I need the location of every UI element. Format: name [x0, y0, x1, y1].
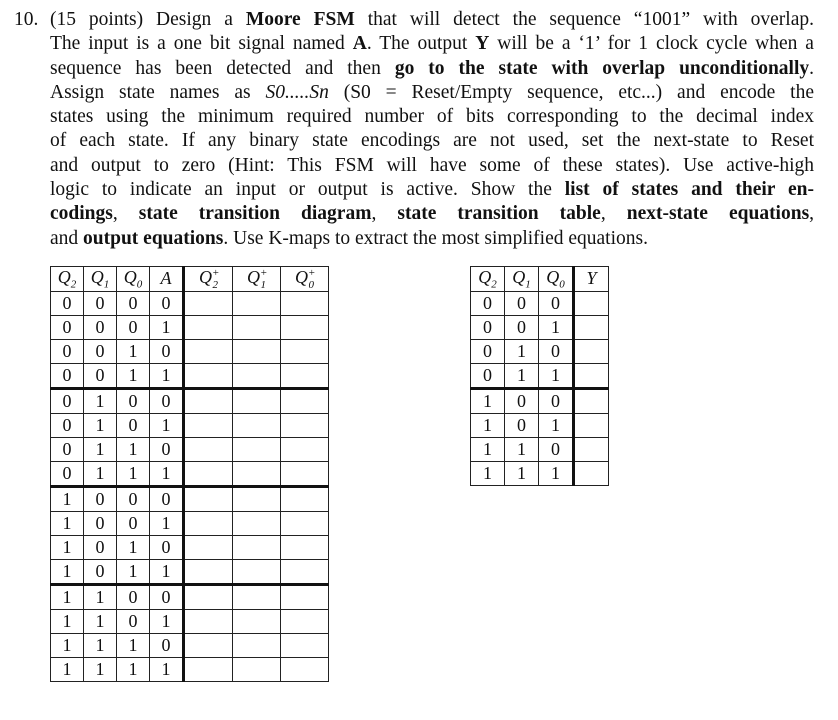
blank-answer-cell[interactable] — [574, 291, 609, 315]
blank-answer-cell[interactable] — [574, 461, 609, 485]
input-cell: 0 — [117, 413, 150, 437]
input-cell: 0 — [51, 437, 84, 461]
blank-answer-cell[interactable] — [281, 535, 329, 559]
blank-answer-cell[interactable] — [281, 388, 329, 413]
input-cell: 0 — [84, 535, 117, 559]
bold-term: Moore FSM — [245, 9, 355, 30]
problem-line: sequence has been detected and then go to the state with overlap unconditionally. — [50, 57, 814, 79]
input-cell: 1 — [539, 461, 574, 485]
blank-answer-cell[interactable] — [233, 657, 281, 681]
input-cell: 0 — [84, 486, 117, 511]
header-a: A — [150, 267, 184, 292]
input-cell: 0 — [471, 363, 505, 388]
input-cell: 1 — [539, 413, 574, 437]
header-q0-next: $Q^+_0$ — [281, 267, 329, 292]
input-cell: 0 — [117, 584, 150, 609]
input-cell: 1 — [51, 584, 84, 609]
table-row — [471, 388, 609, 413]
input-cell: 1 — [505, 339, 539, 363]
input-cell: 1 — [117, 339, 150, 363]
input-cell: 0 — [117, 511, 150, 535]
header-q2: $Q_2$ — [471, 267, 505, 292]
input-cell: 1 — [471, 413, 505, 437]
input-cell: 0 — [505, 413, 539, 437]
table-row — [51, 657, 329, 681]
input-cell: 0 — [539, 388, 574, 413]
header-y: Y — [574, 267, 609, 292]
header-q1: $Q_1$ — [505, 267, 539, 292]
blank-answer-cell[interactable] — [233, 584, 281, 609]
bold-term: output equations — [83, 227, 224, 249]
blank-answer-cell[interactable] — [184, 559, 233, 584]
blank-answer-cell[interactable] — [233, 559, 281, 584]
input-cell: 1 — [150, 413, 184, 437]
blank-answer-cell[interactable] — [233, 437, 281, 461]
input-cell: 0 — [84, 363, 117, 388]
bold-term: state transition diagram — [138, 203, 372, 225]
table-row — [51, 291, 329, 315]
input-cell: 1 — [84, 584, 117, 609]
problem-line: and output to zero (Hint: This FSM will have some of these states). Use active-high — [50, 154, 814, 176]
input-cell: 0 — [84, 559, 117, 584]
blank-answer-cell[interactable] — [184, 363, 233, 388]
input-cell: 1 — [84, 609, 117, 633]
table-row — [51, 609, 329, 633]
input-cell: 0 — [84, 315, 117, 339]
input-cell: 1 — [51, 633, 84, 657]
table-row — [471, 291, 609, 315]
input-cell: 1 — [51, 559, 84, 584]
problem-line: Assign state names as S0.....Sn (S0 = Reset/Empty sequence, etc...) and encode the — [50, 81, 814, 103]
input-cell: 0 — [150, 584, 184, 609]
problem-line: and output equations. Use K-maps to extract the most simplified equations. — [50, 227, 648, 249]
output-table — [470, 266, 609, 486]
bold-term: Y — [475, 33, 490, 55]
blank-answer-cell[interactable] — [233, 609, 281, 633]
input-cell: 0 — [51, 413, 84, 437]
input-cell: 0 — [51, 315, 84, 339]
table-row — [51, 413, 329, 437]
input-cell: 1 — [117, 633, 150, 657]
blank-answer-cell[interactable] — [184, 388, 233, 413]
blank-answer-cell[interactable] — [574, 413, 609, 437]
input-cell: 0 — [539, 437, 574, 461]
table-row — [471, 437, 609, 461]
table-row — [471, 413, 609, 437]
blank-answer-cell[interactable] — [233, 633, 281, 657]
blank-answer-cell[interactable] — [233, 461, 281, 486]
bold-term: next-state equations — [626, 203, 810, 225]
blank-answer-cell[interactable] — [574, 363, 609, 388]
input-cell: 1 — [539, 363, 574, 388]
header-q2: $Q_2$ — [51, 267, 84, 292]
input-cell: 0 — [84, 511, 117, 535]
blank-answer-cell[interactable] — [281, 413, 329, 437]
input-cell: 0 — [539, 339, 574, 363]
input-cell: 1 — [539, 315, 574, 339]
input-cell: 1 — [150, 657, 184, 681]
input-cell: 1 — [117, 363, 150, 388]
input-cell: 0 — [51, 291, 84, 315]
next-state-table — [50, 266, 329, 682]
input-cell: 0 — [471, 339, 505, 363]
table-row — [51, 535, 329, 559]
blank-answer-cell[interactable] — [184, 657, 233, 681]
problem-statement — [14, 8, 814, 251]
input-cell: 0 — [117, 388, 150, 413]
problem-line: The input is a one bit signal named A. The output Y will be a ‘1’ for 1 clock cycle when a — [50, 33, 814, 55]
table-row — [51, 388, 329, 413]
input-cell: 1 — [150, 315, 184, 339]
input-cell: 0 — [150, 633, 184, 657]
italic-term: S0.....Sn — [265, 81, 329, 103]
header-q1-next: $Q^+_1$ — [233, 267, 281, 292]
blank-answer-cell[interactable] — [574, 339, 609, 363]
blank-answer-cell[interactable] — [281, 363, 329, 388]
input-cell: 1 — [84, 437, 117, 461]
blank-answer-cell[interactable] — [184, 291, 233, 315]
table-row — [51, 461, 329, 486]
blank-answer-cell[interactable] — [574, 388, 609, 413]
blank-answer-cell[interactable] — [233, 291, 281, 315]
blank-answer-cell[interactable] — [184, 339, 233, 363]
table-header-row — [471, 267, 609, 292]
input-cell: 0 — [117, 315, 150, 339]
blank-answer-cell[interactable] — [184, 413, 233, 437]
problem-line: states using the minimum required number of bits corresponding to the decimal index — [50, 106, 814, 128]
bold-term: state transition table — [397, 203, 601, 225]
input-cell: 1 — [84, 657, 117, 681]
input-cell: 1 — [117, 657, 150, 681]
input-cell: 1 — [84, 633, 117, 657]
input-cell: 0 — [471, 291, 505, 315]
input-cell: 0 — [539, 291, 574, 315]
blank-answer-cell[interactable] — [233, 535, 281, 559]
bold-term: A — [352, 33, 367, 55]
input-cell: 1 — [51, 609, 84, 633]
input-cell: 0 — [150, 339, 184, 363]
input-cell: 0 — [51, 461, 84, 486]
blank-answer-cell[interactable] — [281, 339, 329, 363]
input-cell: 0 — [117, 291, 150, 315]
table-row — [51, 315, 329, 339]
input-cell: 1 — [84, 388, 117, 413]
input-cell: 1 — [150, 461, 184, 486]
blank-answer-cell[interactable] — [281, 315, 329, 339]
bold-term: go to the state with overlap unconditionally — [394, 57, 810, 79]
input-cell: 1 — [84, 461, 117, 486]
blank-answer-cell[interactable] — [281, 291, 329, 315]
blank-answer-cell[interactable] — [233, 388, 281, 413]
table-row — [51, 559, 329, 584]
input-cell: 1 — [150, 559, 184, 584]
blank-answer-cell[interactable] — [281, 584, 329, 609]
input-cell: 1 — [51, 486, 84, 511]
blank-answer-cell[interactable] — [281, 559, 329, 584]
bold-term: codings — [50, 203, 113, 225]
header-q1: $Q_1$ — [84, 267, 117, 292]
input-cell: 1 — [471, 461, 505, 485]
blank-answer-cell[interactable] — [281, 437, 329, 461]
problem-line: of each state. If any binary state encodings are not used, set the next-state to Reset — [50, 130, 814, 152]
input-cell: 0 — [505, 291, 539, 315]
input-cell: 1 — [505, 437, 539, 461]
problem-line: codings, state transition diagram, state transition table, next-state equations, — [50, 203, 815, 225]
input-cell: 1 — [117, 535, 150, 559]
blank-answer-cell[interactable] — [574, 437, 609, 461]
blank-answer-cell[interactable] — [184, 486, 233, 511]
table-row — [51, 511, 329, 535]
input-cell: 0 — [505, 388, 539, 413]
blank-answer-cell[interactable] — [281, 511, 329, 535]
blank-answer-cell[interactable] — [233, 486, 281, 511]
input-cell: 0 — [51, 339, 84, 363]
input-cell: 0 — [150, 388, 184, 413]
table-row — [471, 339, 609, 363]
header-q0: $Q_0$ — [117, 267, 150, 292]
blank-answer-cell[interactable] — [233, 511, 281, 535]
bold-term: list of states and their en- — [564, 179, 814, 201]
input-cell: 0 — [150, 486, 184, 511]
input-cell: 1 — [505, 363, 539, 388]
table-row — [471, 315, 609, 339]
problem-line: logic to indicate an input or output is active. Show the list of states and their en- — [50, 179, 814, 201]
input-cell: 0 — [51, 388, 84, 413]
input-cell: 0 — [471, 315, 505, 339]
blank-answer-cell[interactable] — [184, 461, 233, 486]
blank-answer-cell[interactable] — [184, 535, 233, 559]
input-cell: 1 — [117, 437, 150, 461]
blank-answer-cell[interactable] — [574, 315, 609, 339]
blank-answer-cell[interactable] — [281, 486, 329, 511]
blank-answer-cell[interactable] — [184, 437, 233, 461]
problem-text — [50, 8, 814, 251]
problem-line: (15 points) Design a Moore FSM that will detect the sequence “1001” with overlap. — [50, 9, 815, 30]
blank-answer-cell[interactable] — [281, 461, 329, 486]
input-cell: 1 — [150, 609, 184, 633]
blank-answer-cell[interactable] — [184, 633, 233, 657]
input-cell: 0 — [150, 535, 184, 559]
input-cell: 1 — [505, 461, 539, 485]
input-cell: 1 — [471, 437, 505, 461]
table-row — [51, 584, 329, 609]
table-row — [51, 633, 329, 657]
blank-answer-cell[interactable] — [184, 584, 233, 609]
table-row — [471, 363, 609, 388]
input-cell: 1 — [51, 657, 84, 681]
header-q2-next: $Q^+_2$ — [184, 267, 233, 292]
input-cell: 0 — [117, 486, 150, 511]
input-cell: 1 — [117, 559, 150, 584]
table-header-row — [51, 267, 329, 292]
input-cell: 0 — [84, 339, 117, 363]
table-row — [51, 339, 329, 363]
blank-answer-cell[interactable] — [233, 413, 281, 437]
blank-answer-cell[interactable] — [233, 315, 281, 339]
table-row — [471, 461, 609, 485]
input-cell: 0 — [51, 363, 84, 388]
input-cell: 1 — [150, 363, 184, 388]
blank-answer-cell[interactable] — [281, 657, 329, 681]
blank-answer-cell[interactable] — [233, 339, 281, 363]
blank-answer-cell[interactable] — [281, 633, 329, 657]
input-cell: 1 — [117, 461, 150, 486]
input-cell: 1 — [84, 413, 117, 437]
table-row — [51, 486, 329, 511]
blank-answer-cell[interactable] — [184, 511, 233, 535]
table-row — [51, 363, 329, 388]
table-row — [51, 437, 329, 461]
input-cell: 0 — [505, 315, 539, 339]
input-cell: 0 — [150, 437, 184, 461]
blank-answer-cell[interactable] — [233, 363, 281, 388]
blank-answer-cell[interactable] — [184, 609, 233, 633]
input-cell: 0 — [84, 291, 117, 315]
blank-answer-cell[interactable] — [184, 315, 233, 339]
input-cell: 0 — [117, 609, 150, 633]
input-cell: 1 — [51, 511, 84, 535]
input-cell: 1 — [471, 388, 505, 413]
problem-number: 10. — [14, 9, 39, 30]
input-cell: 0 — [150, 291, 184, 315]
header-q0: $Q_0$ — [539, 267, 574, 292]
input-cell: 1 — [51, 535, 84, 559]
input-cell: 1 — [150, 511, 184, 535]
blank-answer-cell[interactable] — [281, 609, 329, 633]
